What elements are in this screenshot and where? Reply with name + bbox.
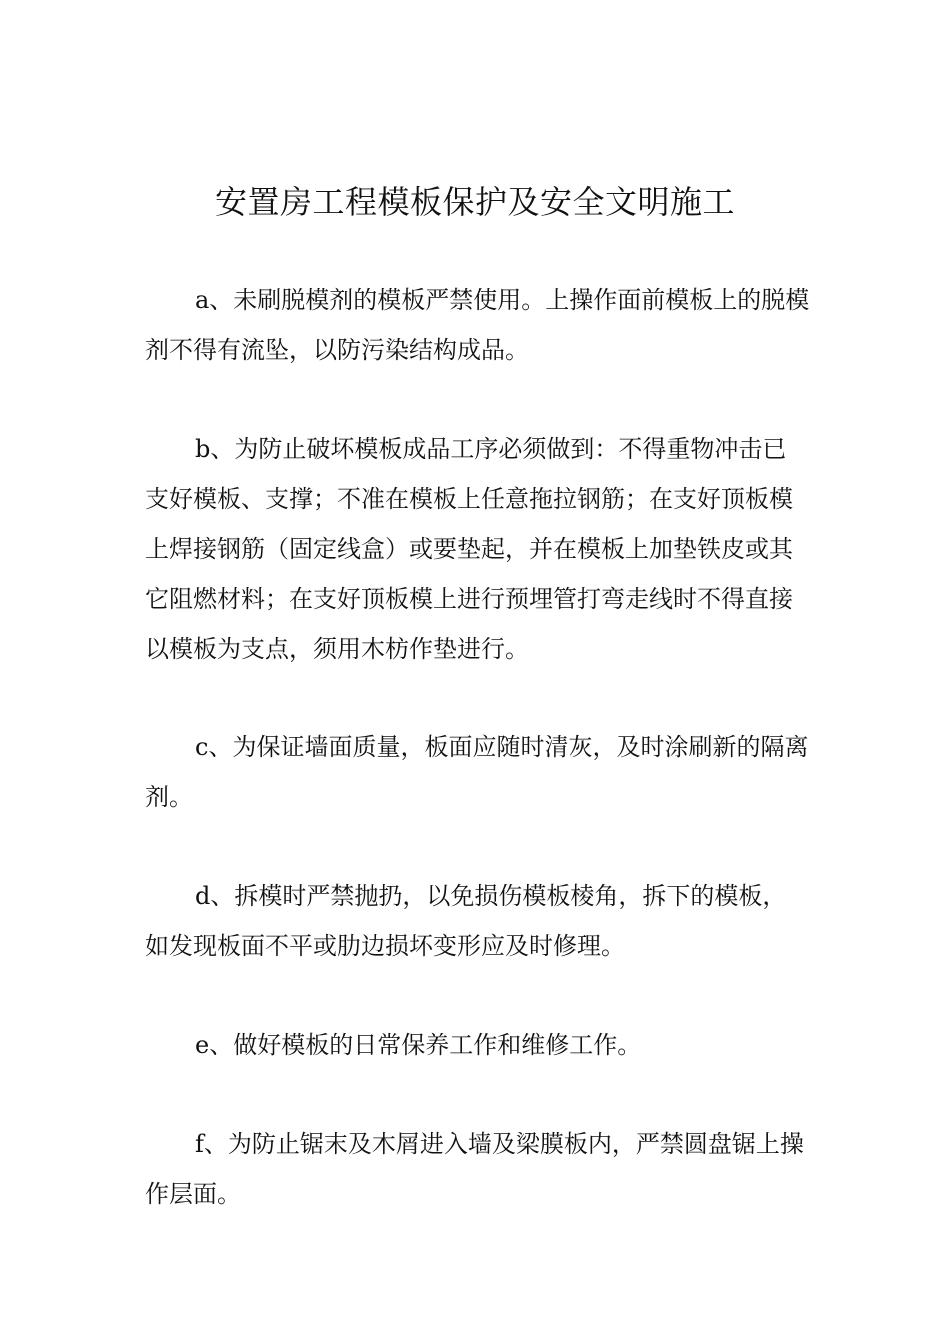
paragraph-d: d、拆模时严禁抛扔，以免损伤模板棱角，拆下的模板，如发现板面不平或肋边损坏变形应及时修理。 (145, 882, 787, 960)
paragraph-e: e、做好模板的日常保养工作和维修工作。 (195, 1031, 642, 1059)
paragraph-b: b、为防止破坏模板成品工序必须做到：不得重物冲击已支好模板、支撑；不准在模板上任意拖拉钢筋；在支好顶板模上焊接钢筋（固定线盒）或要垫起，并在模板上加垫铁皮或其它阻燃材料；在支好顶板模上进行预埋管打弯走线时不得直接以模板为支点，须用木枋作垫进行。 (145, 435, 793, 663)
paragraph-c: c、为保证墙面质量，板面应随时清灰，及时涂刷新的隔离剂。 (145, 733, 809, 811)
document-title: 安置房工程模板保护及安全文明施工 (214, 183, 735, 221)
paragraph-f: f、为防止锯末及木屑进入墙及梁膜板内，严禁圆盘锯上操作层面。 (145, 1130, 804, 1208)
paragraph-a: a、未刷脱模剂的模板严禁使用。上操作面前模板上的脱模剂不得有流坠，以防污染结构成品。 (145, 286, 810, 364)
